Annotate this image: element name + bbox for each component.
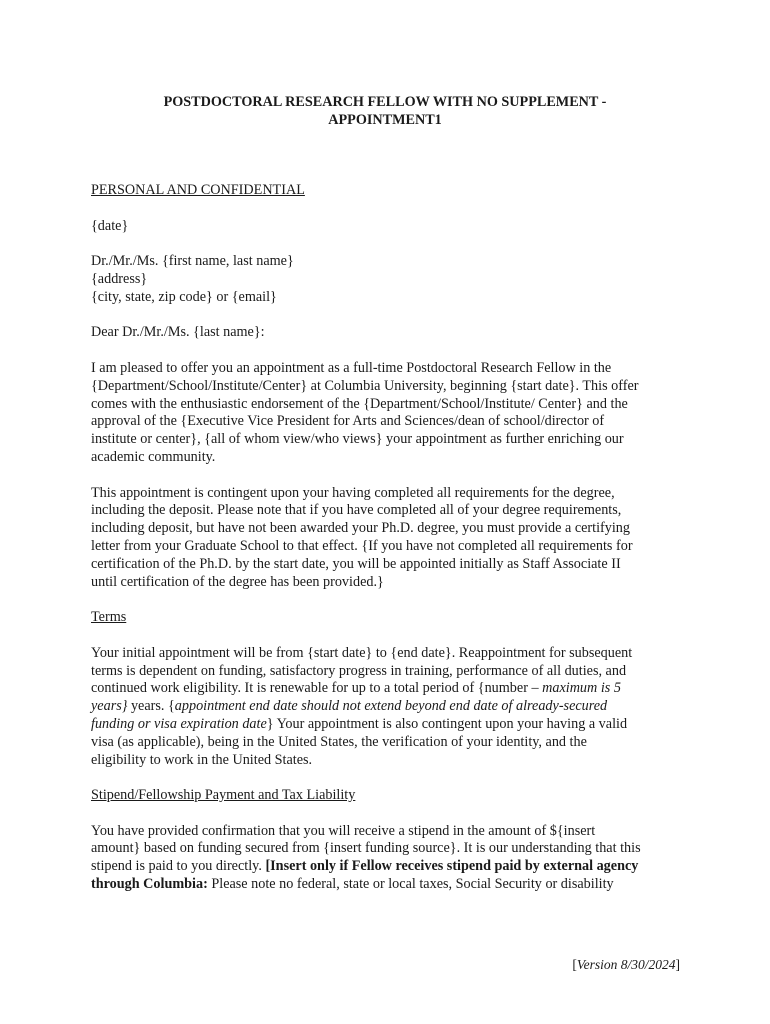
terms-italic: maximum is 5	[542, 680, 621, 697]
stipend-text: stipend is paid to you directly.	[91, 858, 266, 875]
terms-line: Your initial appointment will be from {start date} to {end date}. Reappointment for subsequent	[91, 644, 633, 661]
version-footer	[572, 956, 680, 973]
terms-text: years. {	[127, 698, 175, 715]
contingency-line: including deposit, but have not been awarded your Ph.D. degree, you must provide a certifying	[91, 520, 630, 537]
contingency-line: until certification of the degree has been provided.}	[91, 573, 384, 590]
stipend-heading: Stipend/Fellowship Payment and Tax Liability	[91, 787, 356, 804]
terms-heading: Terms	[91, 609, 127, 626]
contingency-line: This appointment is contingent upon your having completed all requirements for the degree,	[91, 484, 615, 501]
contingency-line: including the deposit. Please note that if you have completed all of your degree requirements,	[91, 502, 622, 519]
recipient-address	[91, 253, 685, 306]
terms-text: continued work eligibility. It is renewable for up to a total period of {number –	[91, 680, 543, 697]
footer-bracket-open: [	[572, 957, 577, 972]
terms-italic: years}	[91, 698, 128, 715]
offer-line: academic community.	[91, 448, 216, 465]
confidential-heading: PERSONAL AND CONFIDENTIAL	[91, 182, 305, 198]
offer-line: I am pleased to offer you an appointment as a full-time Postdoctoral Research Fellow in the	[91, 359, 612, 376]
offer-line: approval of the {Executive Vice President for Arts and Sciences/dean of school/director of	[91, 413, 605, 430]
terms-line: terms is dependent on funding, satisfactory progress in training, performance of all duties, and	[91, 662, 627, 679]
recipient-name: Dr./Mr./Ms. {first name, last name}	[91, 253, 294, 270]
terms-italic: funding or visa expiration date	[91, 715, 267, 732]
title-line-1: POSTDOCTORAL RESEARCH FELLOW WITH NO SUPPLEMENT -	[163, 94, 607, 110]
contingency-line: certification of the Ph.D. by the start date, you will be appointed initially as Staff Associate II	[91, 555, 621, 572]
recipient-city: {city, state, zip code} or {email}	[91, 288, 277, 305]
offer-paragraph	[91, 360, 685, 467]
terms-line	[91, 680, 685, 698]
terms-line: visa (as applicable), being in the United States, the verification of your identity, and the	[91, 733, 587, 750]
salutation: Dear Dr./Mr./Ms. {last name}:	[91, 324, 265, 341]
stipend-line	[91, 858, 685, 876]
contingency-paragraph	[91, 485, 685, 592]
offer-line: comes with the enthusiastic endorsement of the {Department/School/Institute/ Center} and the	[91, 395, 628, 412]
stipend-bold: [Insert only if Fellow receives stipend paid by external agency	[265, 858, 639, 875]
offer-line: institute or center}, {all of whom view/who views} your appointment as further enriching our	[91, 431, 624, 448]
stipend-paragraph	[91, 823, 685, 894]
terms-line: eligibility to work in the United States.	[91, 751, 313, 768]
stipend-line: amount} based on funding secured from {insert funding source}. It is our understanding that this	[91, 840, 641, 857]
stipend-text: Please note no federal, state or local taxes, Social Security or disability	[207, 876, 614, 893]
terms-line	[91, 716, 685, 734]
letter-body	[91, 182, 685, 912]
stipend-line	[91, 876, 685, 894]
terms-italic: appointment end date should not extend beyond end date of already-secured	[174, 698, 608, 715]
footer-bracket-close: ]	[675, 957, 680, 972]
contingency-line: letter from your Graduate School to that effect. {If you have not completed all requirements for	[91, 537, 633, 554]
title-line-2: APPOINTMENT1	[328, 111, 442, 128]
recipient-street: {address}	[91, 270, 148, 287]
date-placeholder: {date}	[91, 217, 129, 234]
stipend-line: You have provided confirmation that you will receive a stipend in the amount of ${insert	[91, 822, 596, 839]
version-label: Version 8/30/2024	[576, 957, 676, 972]
offer-line: {Department/School/Institute/Center} at Columbia University, beginning {start date}. This offer	[91, 377, 639, 394]
terms-line	[91, 698, 685, 716]
terms-text: } Your appointment is also contingent upon your having a valid	[266, 715, 628, 732]
terms-paragraph	[91, 645, 685, 770]
document-title	[90, 94, 680, 129]
stipend-bold: through Columbia:	[91, 876, 208, 893]
